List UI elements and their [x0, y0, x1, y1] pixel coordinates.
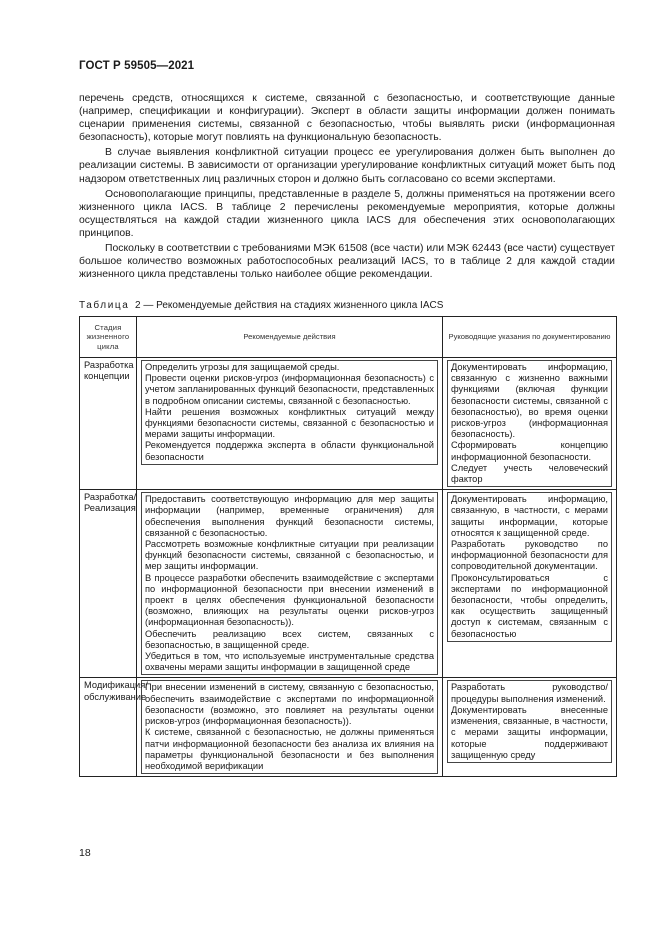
action-item: Провести оценки рисков-угроз (информационная безопасность) с учетом запланированных функций безопасности, представленных в подробном описании системы, связанной с безопасностью.	[145, 373, 434, 406]
action-item: Обеспечить реализацию всех систем, связанных с безопасностью, в защищенной среде.	[145, 628, 434, 650]
body-text	[79, 92, 615, 283]
docs-cell	[443, 678, 617, 777]
action-item: Определить угрозы для защищаемой среды.	[145, 362, 340, 372]
table-row	[80, 358, 617, 490]
stage-name: Разработка/Реализация	[84, 492, 137, 514]
action-item: В процессе разработки обеспечить взаимодействие с экспертами по информационной безопасности при внесении изменений в проект в целях обеспечения функциональной безопасности (возможно, влияющих на результаты оценки рисков-угроз (информационная безопасность)).	[145, 572, 434, 628]
action-item: Найти решения возможных конфликтных ситуаций между функциями безопасности системы, связанной с безопасностью и мерами защиты информации.	[145, 406, 434, 440]
header-stage: Стадия жизненного цикла	[80, 317, 137, 358]
doc-item: Документировать информацию, связанную, в частности, с мерами защиты информации, которые относятся к защищенной среде.	[451, 494, 608, 538]
docs-cell	[443, 490, 617, 678]
document-header: ГОСТ Р 59505—2021	[79, 60, 195, 72]
doc-item: Документировать информацию, связанную с жизненно важными функциями (включая функции безопасности системы, связанной с безопасностью), во время оценки рисков-угроз (информационная безопасность).	[451, 362, 608, 440]
stage-name: Разработка концепции	[84, 360, 134, 382]
page-number: 18	[79, 847, 91, 859]
doc-item: Сформировать концепцию информационной безопасности.	[451, 440, 608, 462]
actions-cell	[137, 678, 443, 777]
doc-item: Разработать руководство/процедуры выполнения изменений.	[451, 682, 608, 704]
table-header-row	[80, 317, 617, 358]
action-item: Убедиться в том, что используемые инструментальные средства охвачены мерами защиты информации в защищенной среде	[145, 651, 434, 673]
action-item: Рассмотреть возможные конфликтные ситуации при реализации функций безопасности системы, связанной с безопасностью, и мер защиты информации.	[145, 539, 434, 572]
stage-cell	[80, 358, 137, 490]
table-caption-text: 2 — Рекомендуемые действия на стадиях жизненного цикла IACS	[134, 300, 444, 311]
doc-item: Документировать внесенные изменения, связанные, в частности, с мерами защиты информации, которые поддерживают защищенную среду	[451, 704, 608, 760]
recommended-actions-table	[79, 316, 617, 777]
stage-cell	[80, 678, 148, 777]
header-actions: Рекомендуемые действия	[137, 317, 443, 358]
paragraph: Поскольку в соответствии с требованиями МЭК 61508 (все части) или МЭК 62443 (все части) существует большое количество возможных работоспособных реализаций IACS, то в таблице 2 для каждой стадии жизненного цикла представлены только наиболее общие рекомендации.	[79, 243, 615, 281]
actions-cell	[137, 358, 443, 490]
doc-item: Проконсультироваться с экспертами по информационной безопасности, чтобы определить, как осуществить защищенный доступ к системам, связанным с безопасностью	[451, 572, 608, 639]
paragraph: В случае выявления конфликтной ситуации процесс ее урегулирования должен быть выполнен до реализации системы. В зависимости от организации урегулирование конфликтных ситуаций может быть под надзором ответственных лиц различных сторон и должно быть согласовано со всеми экспертами.	[79, 147, 615, 185]
table-row	[80, 490, 617, 678]
action-item: Предоставить соответствующую информацию для мер защиты информации (например, временные ограничения) для обеспечения выполнения функций безопасности системы, связанной с безопасностью.	[145, 494, 434, 538]
header-docs: Руководящие указания по документированию	[443, 317, 617, 358]
table-caption-label: Таблица	[79, 300, 130, 311]
action-item: Рекомендуется поддержка эксперта в области функциональной безопасности	[145, 440, 434, 462]
paragraph: Основополагающие принципы, представленные в разделе 5, должны применяться на протяжении всего жизненного цикла IACS. В таблице 2 перечислены рекомендуемые мероприятия, которые должны осуществляться на каждой стадии жизненного цикла IACS для обеспечения этих основополагающих принципов.	[79, 188, 615, 239]
action-item: К системе, связанной с безопасностью, не должны применяться патчи информационной безопасности без анализа их влияния на параметры функциональной безопасности и без выполнения необходимой верификации	[145, 727, 434, 771]
table-caption	[79, 300, 443, 312]
doc-item: Следует учесть человеческий фактор	[451, 462, 608, 485]
paragraph: перечень средств, относящихся к системе, связанной с безопасностью, и соответствующие данные (например, спецификации и конфигурации). Эксперт в области защиты информации должен понимать сценарии применения системы, связанной с безопасностью, чтобы выявлять риски (информационная безопасность), которые могут повлиять на функциональную безопасность.	[79, 93, 615, 144]
stage-name: Модификация/обслуживание	[84, 680, 148, 702]
stage-cell	[80, 490, 137, 678]
action-item: При внесении изменений в систему, связанную с безопасностью, обеспечить взаимодействие с экспертами по информационной безопасности (возможно, это повлияет на результаты оценки рисков-угроз (информационная безопасность)).	[145, 682, 434, 727]
docs-cell	[443, 358, 617, 490]
table-row	[80, 678, 617, 777]
actions-cell	[137, 490, 443, 678]
doc-item: Разработать руководство по информационной безопасности для сопроводительной документации.	[451, 539, 608, 572]
